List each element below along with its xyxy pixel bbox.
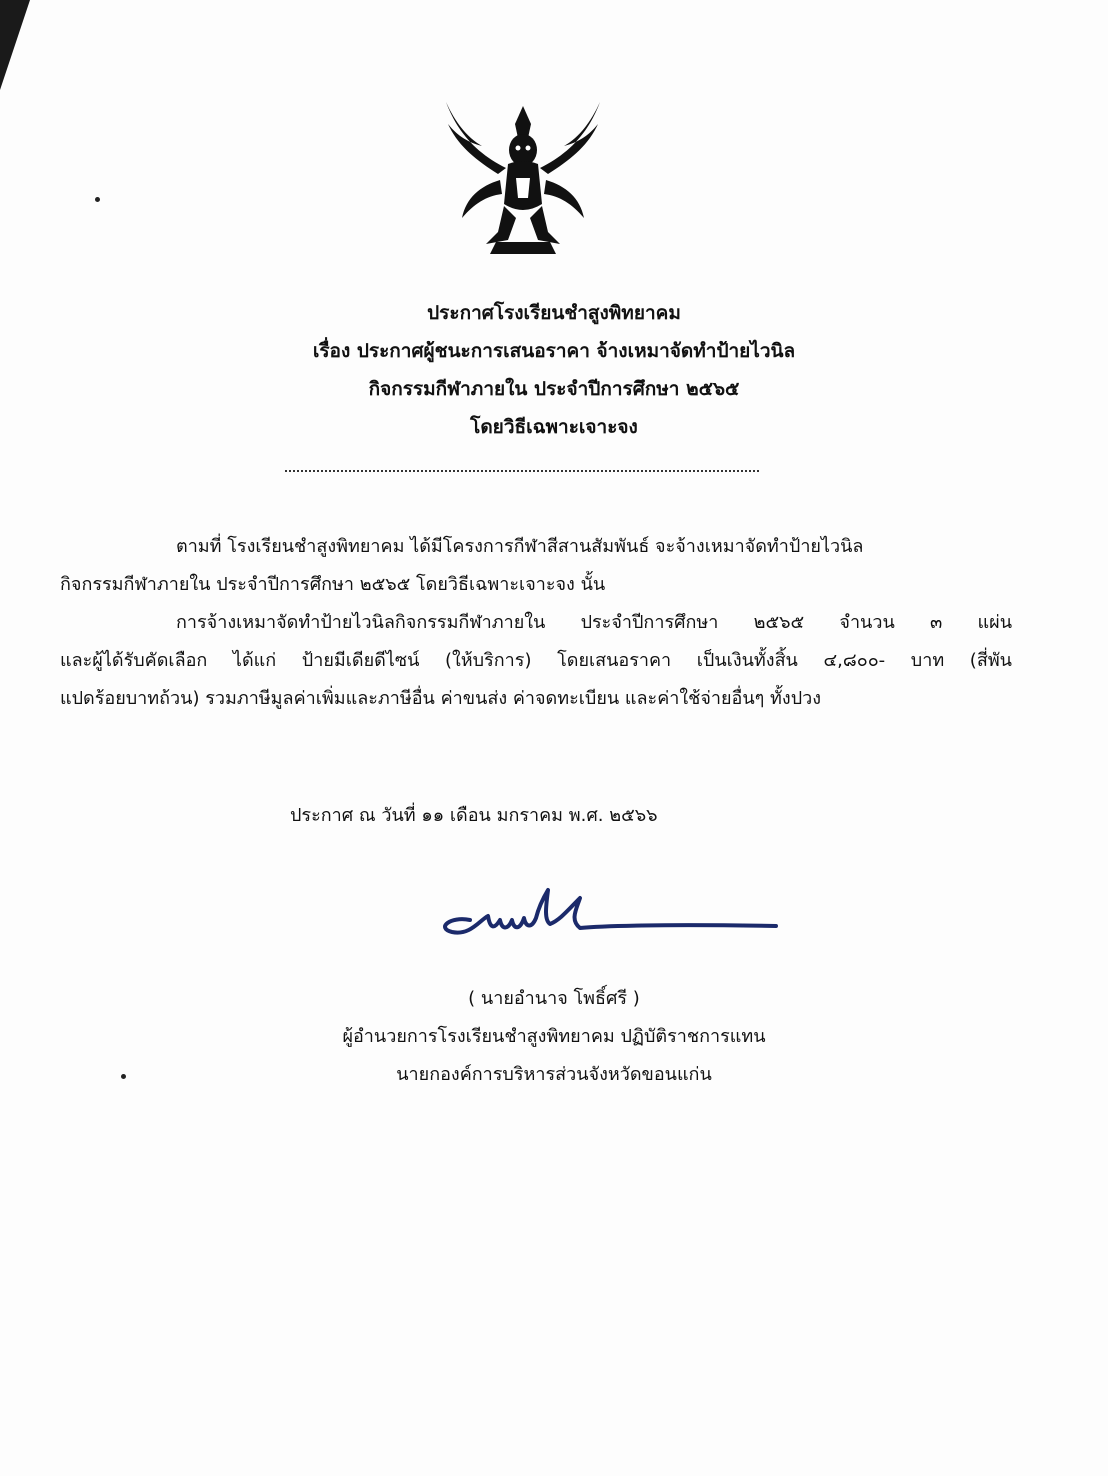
paragraph-2-line-3: แปดร้อยบาทถ้วน) รวมภาษีมูลค่าเพิ่มและภาษีอื่น ค่าขนส่ง ค่าจดทะเบียน และค่าใช้จ่ายอื่นๆ ทั้งปวง [60, 688, 822, 709]
paragraph-1-line-2: กิจกรรมกีฬาภายใน ประจำปีการศึกษา ๒๕๖๕ โดยวิธีเฉพาะเจาะจง นั้น [60, 574, 606, 595]
announcement-body [60, 528, 1012, 718]
signature-block [0, 980, 1108, 1094]
dotted-divider [285, 470, 759, 472]
announcement-header [0, 294, 1108, 446]
header-line-2: เรื่อง ประกาศผู้ชนะการเสนอราคา จ้างเหมาจัดทำป้ายไวนิล [312, 340, 796, 362]
signer-position-1: ผู้อำนวยการโรงเรียนชำสูงพิทยาคม ปฏิบัติราชการแทน [342, 1026, 766, 1047]
page-corner-shadow [0, 0, 30, 90]
header-line-1: ประกาศโรงเรียนชำสูงพิทยาคม [427, 302, 681, 324]
header-line-4: โดยวิธีเฉพาะเจาะจง [470, 416, 638, 438]
signer-name: ( นายอำนาจ โพธิ์ศรี ) [468, 988, 640, 1009]
announcement-date: ประกาศ ณ วันที่ ๑๑ เดือน มกราคม พ.ศ. ๒๕๖๖ [290, 805, 658, 826]
scan-speck [95, 197, 100, 202]
paragraph-2-line-2: และผู้ได้รับคัดเลือก ได้แก่ ป้ายมีเดียดีไซน์ (ให้บริการ) โดยเสนอราคา เป็นเงินทั้งสิ้น ๔,๘๐๐- บาท (สี่พัน [60, 650, 1012, 671]
garuda-emblem-icon [438, 94, 608, 264]
header-line-3: กิจกรรมกีฬาภายใน ประจำปีการศึกษา ๒๕๖๕ [368, 378, 740, 400]
handwritten-signature [430, 880, 780, 950]
signer-position-2: นายกองค์การบริหารส่วนจังหวัดขอนแก่น [396, 1064, 712, 1085]
paragraph-1-line-1: ตามที่ โรงเรียนชำสูงพิทยาคม ได้มีโครงการกีฬาสีสานสัมพันธ์ จะจ้างเหมาจัดทำป้ายไวนิล [176, 536, 864, 557]
paragraph-2-line-1: การจ้างเหมาจัดทำป้ายไวนิลกิจกรรมกีฬาภายใน ประจำปีการศึกษา ๒๕๖๕ จำนวน ๓ แผ่น [176, 612, 1012, 633]
